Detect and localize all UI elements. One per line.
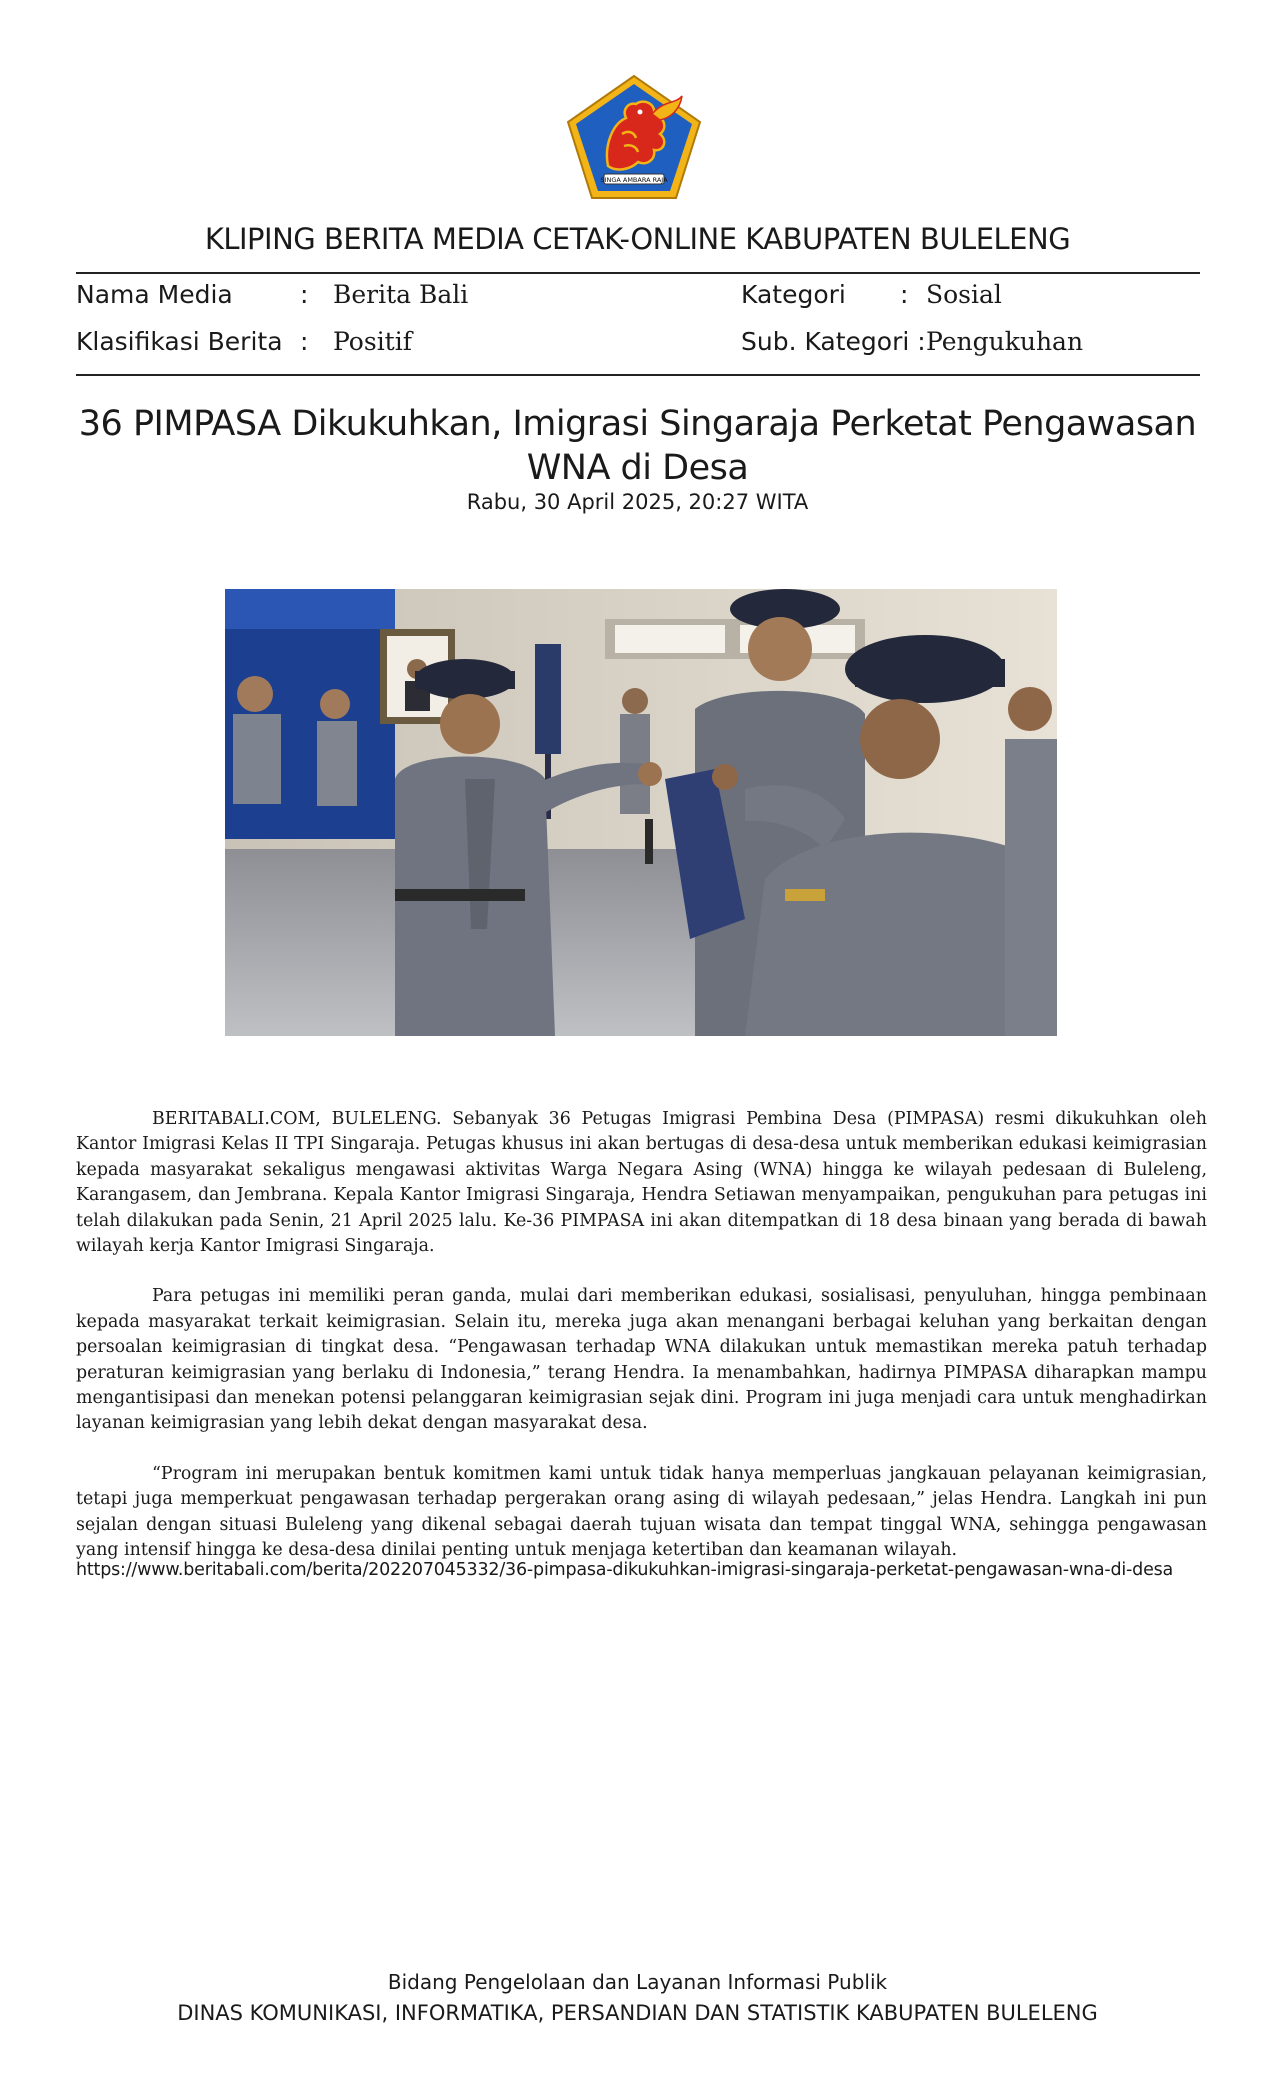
category-value: Sosial <box>926 280 1002 309</box>
article-body <box>76 1107 1207 1589</box>
classification-label: Klasifikasi Berita <box>76 327 283 356</box>
article-headline: 36 PIMPASA Dikukuhkan, Imigrasi Singaraja Perketat Pengawasan WNA di Desa <box>78 404 1197 488</box>
category-colon: : <box>900 280 909 309</box>
subcategory-label: Sub. Kategori : <box>741 327 926 356</box>
meta-divider <box>76 374 1200 376</box>
article-paragraph: “Program ini merupakan bentuk komitmen kami untuk tidak hanya memperluas jangkauan pelayanan keimigrasian, tetapi juga memperkuat pengawasan terhadap pergerakan orang asing di wilayah pedesaan,” jelas Hendra. Langkah ini pun sejalan dengan situasi Buleleng yang dikenal sebagai daerah tujuan wisata dan tempat tinggal WNA, sehingga pengawasan yang intensif hingga ke desa-desa dinilai penting untuk menjaga ketertiban dan keamanan wilayah. <box>76 1463 1207 1561</box>
top-divider <box>76 272 1200 274</box>
article-paragraph: BERITABALI.COM, BULELENG. Sebanyak 36 Petugas Imigrasi Pembina Desa (PIMPASA) resmi dikukuhkan oleh Kantor Imigrasi Kelas II TPI Singaraja. Petugas khusus ini akan bertugas di desa-desa untuk memberikan edukasi keimigrasian kepada masyarakat sekaligus mengawasi aktivitas Warga Negara Asing (WNA) hingga ke wilayah pedesaan di Buleleng, Karangasem, dan Jembrana. Kepala Kantor Imigrasi Singaraja, Hendra Setiawan menyampaikan, pengukuhan para petugas ini telah dilakukan pada Senin, 21 April 2025 lalu. Ke-36 PIMPASA ini akan ditempatkan di 18 desa binaan yang berada di bawah wilayah kerja Kantor Imigrasi Singaraja. <box>76 1109 1207 1257</box>
article-date: Rabu, 30 April 2025, 20:27 WITA <box>466 490 809 514</box>
clipping-title: KLIPING BERITA MEDIA CETAK-ONLINE KABUPATEN BULELENG <box>204 222 1071 256</box>
classification-value: Positif <box>333 327 412 356</box>
media-value: Berita Bali <box>333 280 469 309</box>
seal-motto: SINGA AMBARA RAJA <box>600 176 668 184</box>
category-label: Kategori <box>741 280 846 309</box>
meta-row-media <box>76 280 1200 316</box>
footer-agency: DINAS KOMUNIKASI, INFORMATIKA, PERSANDIAN DAN STATISTIK KABUPATEN BULELENG <box>177 2001 1098 2025</box>
inauguration-ceremony-photo <box>225 589 1057 1036</box>
article-paragraph: Para petugas ini memiliki peran ganda, mulai dari memberikan edukasi, sosialisasi, penyuluhan, hingga pembinaan kepada masyarakat terkait keimigrasian. Selain itu, mereka juga akan menangani berbagai keluhan yang berkaitan dengan persoalan keimigrasian di tingkat desa. “Pengawasan terhadap WNA dilakukan untuk memastikan mereka patuh terhadap peraturan keimigrasian yang berlaku di Indonesia,” terang Hendra. Ia menambahkan, hadirnya PIMPASA diharapkan mampu mengantisipasi dan menekan potensi pelanggaran keimigrasian sejak dini. Program ini juga menjadi cara untuk menghadirkan layanan keimigrasian yang lebih dekat dengan masyarakat desa. <box>76 1286 1207 1434</box>
source-link[interactable]: https://www.beritabali.com/berita/202207045332/36-pimpasa-dikukuhkan-imigrasi-singaraja-perketat-pengawasan-wna-di-desa <box>76 1560 1174 1580</box>
meta-row-classification <box>76 327 1200 363</box>
footer-division: Bidang Pengelolaan dan Layanan Informasi Publik <box>387 1970 888 1994</box>
subcategory-value: Pengukuhan <box>926 327 1084 356</box>
media-label: Nama Media <box>76 280 233 309</box>
classification-colon: : <box>300 327 309 356</box>
media-colon: : <box>300 280 309 309</box>
buleleng-regency-seal-icon <box>564 74 704 202</box>
